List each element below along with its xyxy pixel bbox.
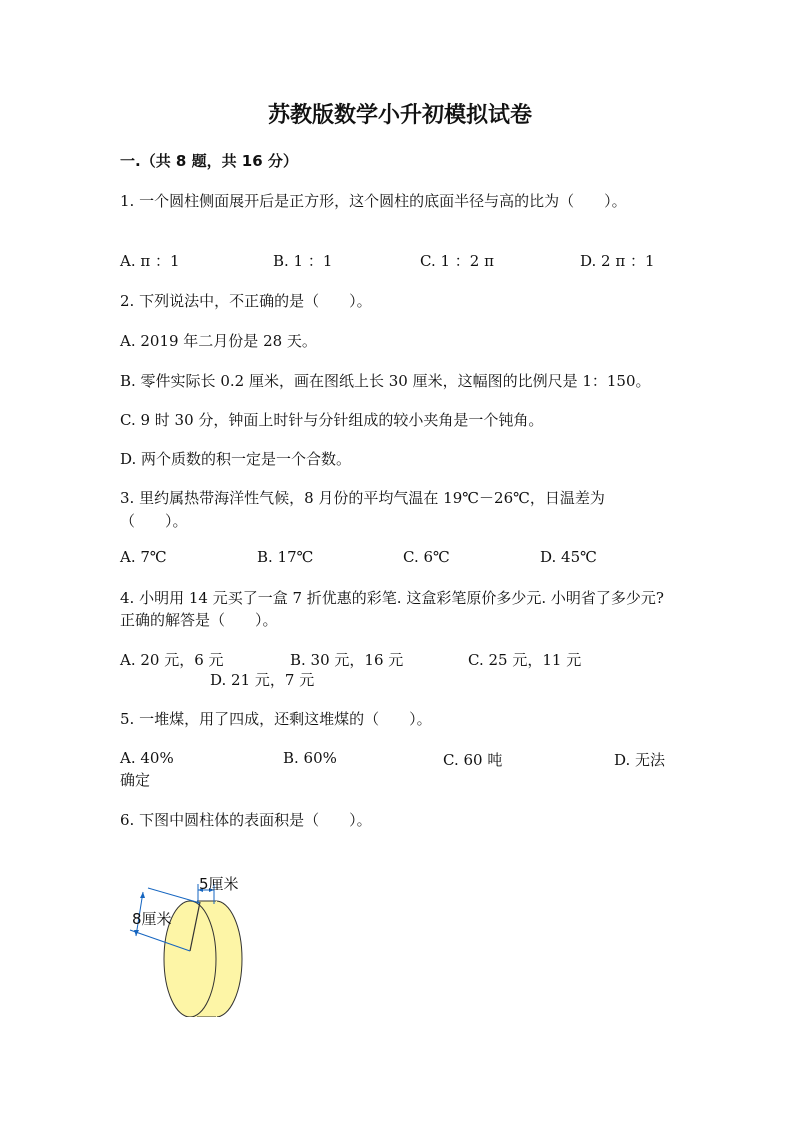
question-4-option-c: C. 25 元，11 元 [468, 651, 582, 669]
question-4-stem-line-2: 正确的解答是（ ）。 [120, 611, 278, 629]
question-5-option-a: A. 40% [120, 749, 174, 767]
question-3-option-d: D. 45℃ [540, 548, 597, 566]
question-2-option-d: D. 两个质数的积一定是一个合数。 [120, 450, 352, 468]
question-3-stem-line-1: 3. 里约属热带海洋性气候，8 月份的平均气温在 19℃－26℃，日温差为 [120, 489, 605, 507]
question-4-stem-line-1: 4. 小明用 14 元买了一盒 7 折优惠的彩笔. 这盒彩笔原价多少元. 小明省了多少元? [120, 589, 664, 607]
cylinder-figure [118, 862, 268, 1017]
question-1-stem: 1. 一个圆柱侧面展开后是正方形，这个圆柱的底面半径与高的比为（ ）。 [120, 192, 627, 210]
question-5-stem: 5. 一堆煤，用了四成，还剩这堆煤的（ ）。 [120, 710, 432, 728]
question-3-option-c: C. 6℃ [403, 548, 450, 566]
question-4-option-d: D. 21 元，7 元 [210, 671, 315, 689]
question-4-option-a: A. 20 元，6 元 [120, 651, 224, 669]
section-header: 一.（共 8 题，共 16 分） [120, 152, 298, 170]
question-2-option-a: A. 2019 年二月份是 28 天。 [120, 332, 317, 350]
height-label: 8厘米 [132, 910, 172, 928]
question-5-option-d: D. 无法 [614, 751, 666, 769]
question-3-option-b: B. 17℃ [257, 548, 314, 566]
question-6-stem: 6. 下图中圆柱体的表面积是（ ）。 [120, 811, 372, 829]
question-3-option-a: A. 7℃ [120, 548, 167, 566]
question-3-stem-line-2: （ ）。 [120, 512, 188, 530]
radius-label: 5厘米 [199, 875, 239, 893]
question-5-option-b: B. 60% [283, 749, 337, 767]
question-2-option-c: C. 9 时 30 分，钟面上时针与分针组成的较小夹角是一个钝角。 [120, 411, 544, 429]
question-1-option-d: D. 2 π ：1 [580, 252, 655, 270]
question-2-option-b: B. 零件实际长 0.2 厘米，画在图纸上长 30 厘米，这幅图的比例尺是 1：150。 [120, 372, 651, 390]
cylinder-front-face [164, 901, 216, 1017]
question-1-option-c: C. 1 ：2 π [420, 252, 494, 270]
question-5-option-d-wrap: 确定 [120, 771, 151, 789]
question-4-option-b: B. 30 元，16 元 [290, 651, 404, 669]
question-5-option-c: C. 60 吨 [443, 751, 503, 769]
question-2-stem: 2. 下列说法中，不正确的是（ ）。 [120, 292, 372, 310]
question-1-option-b: B. 1 ：1 [273, 252, 333, 270]
page-title: 苏教版数学小升初模拟试卷 [267, 103, 532, 128]
question-1-option-a: A. π ：1 [120, 252, 180, 270]
